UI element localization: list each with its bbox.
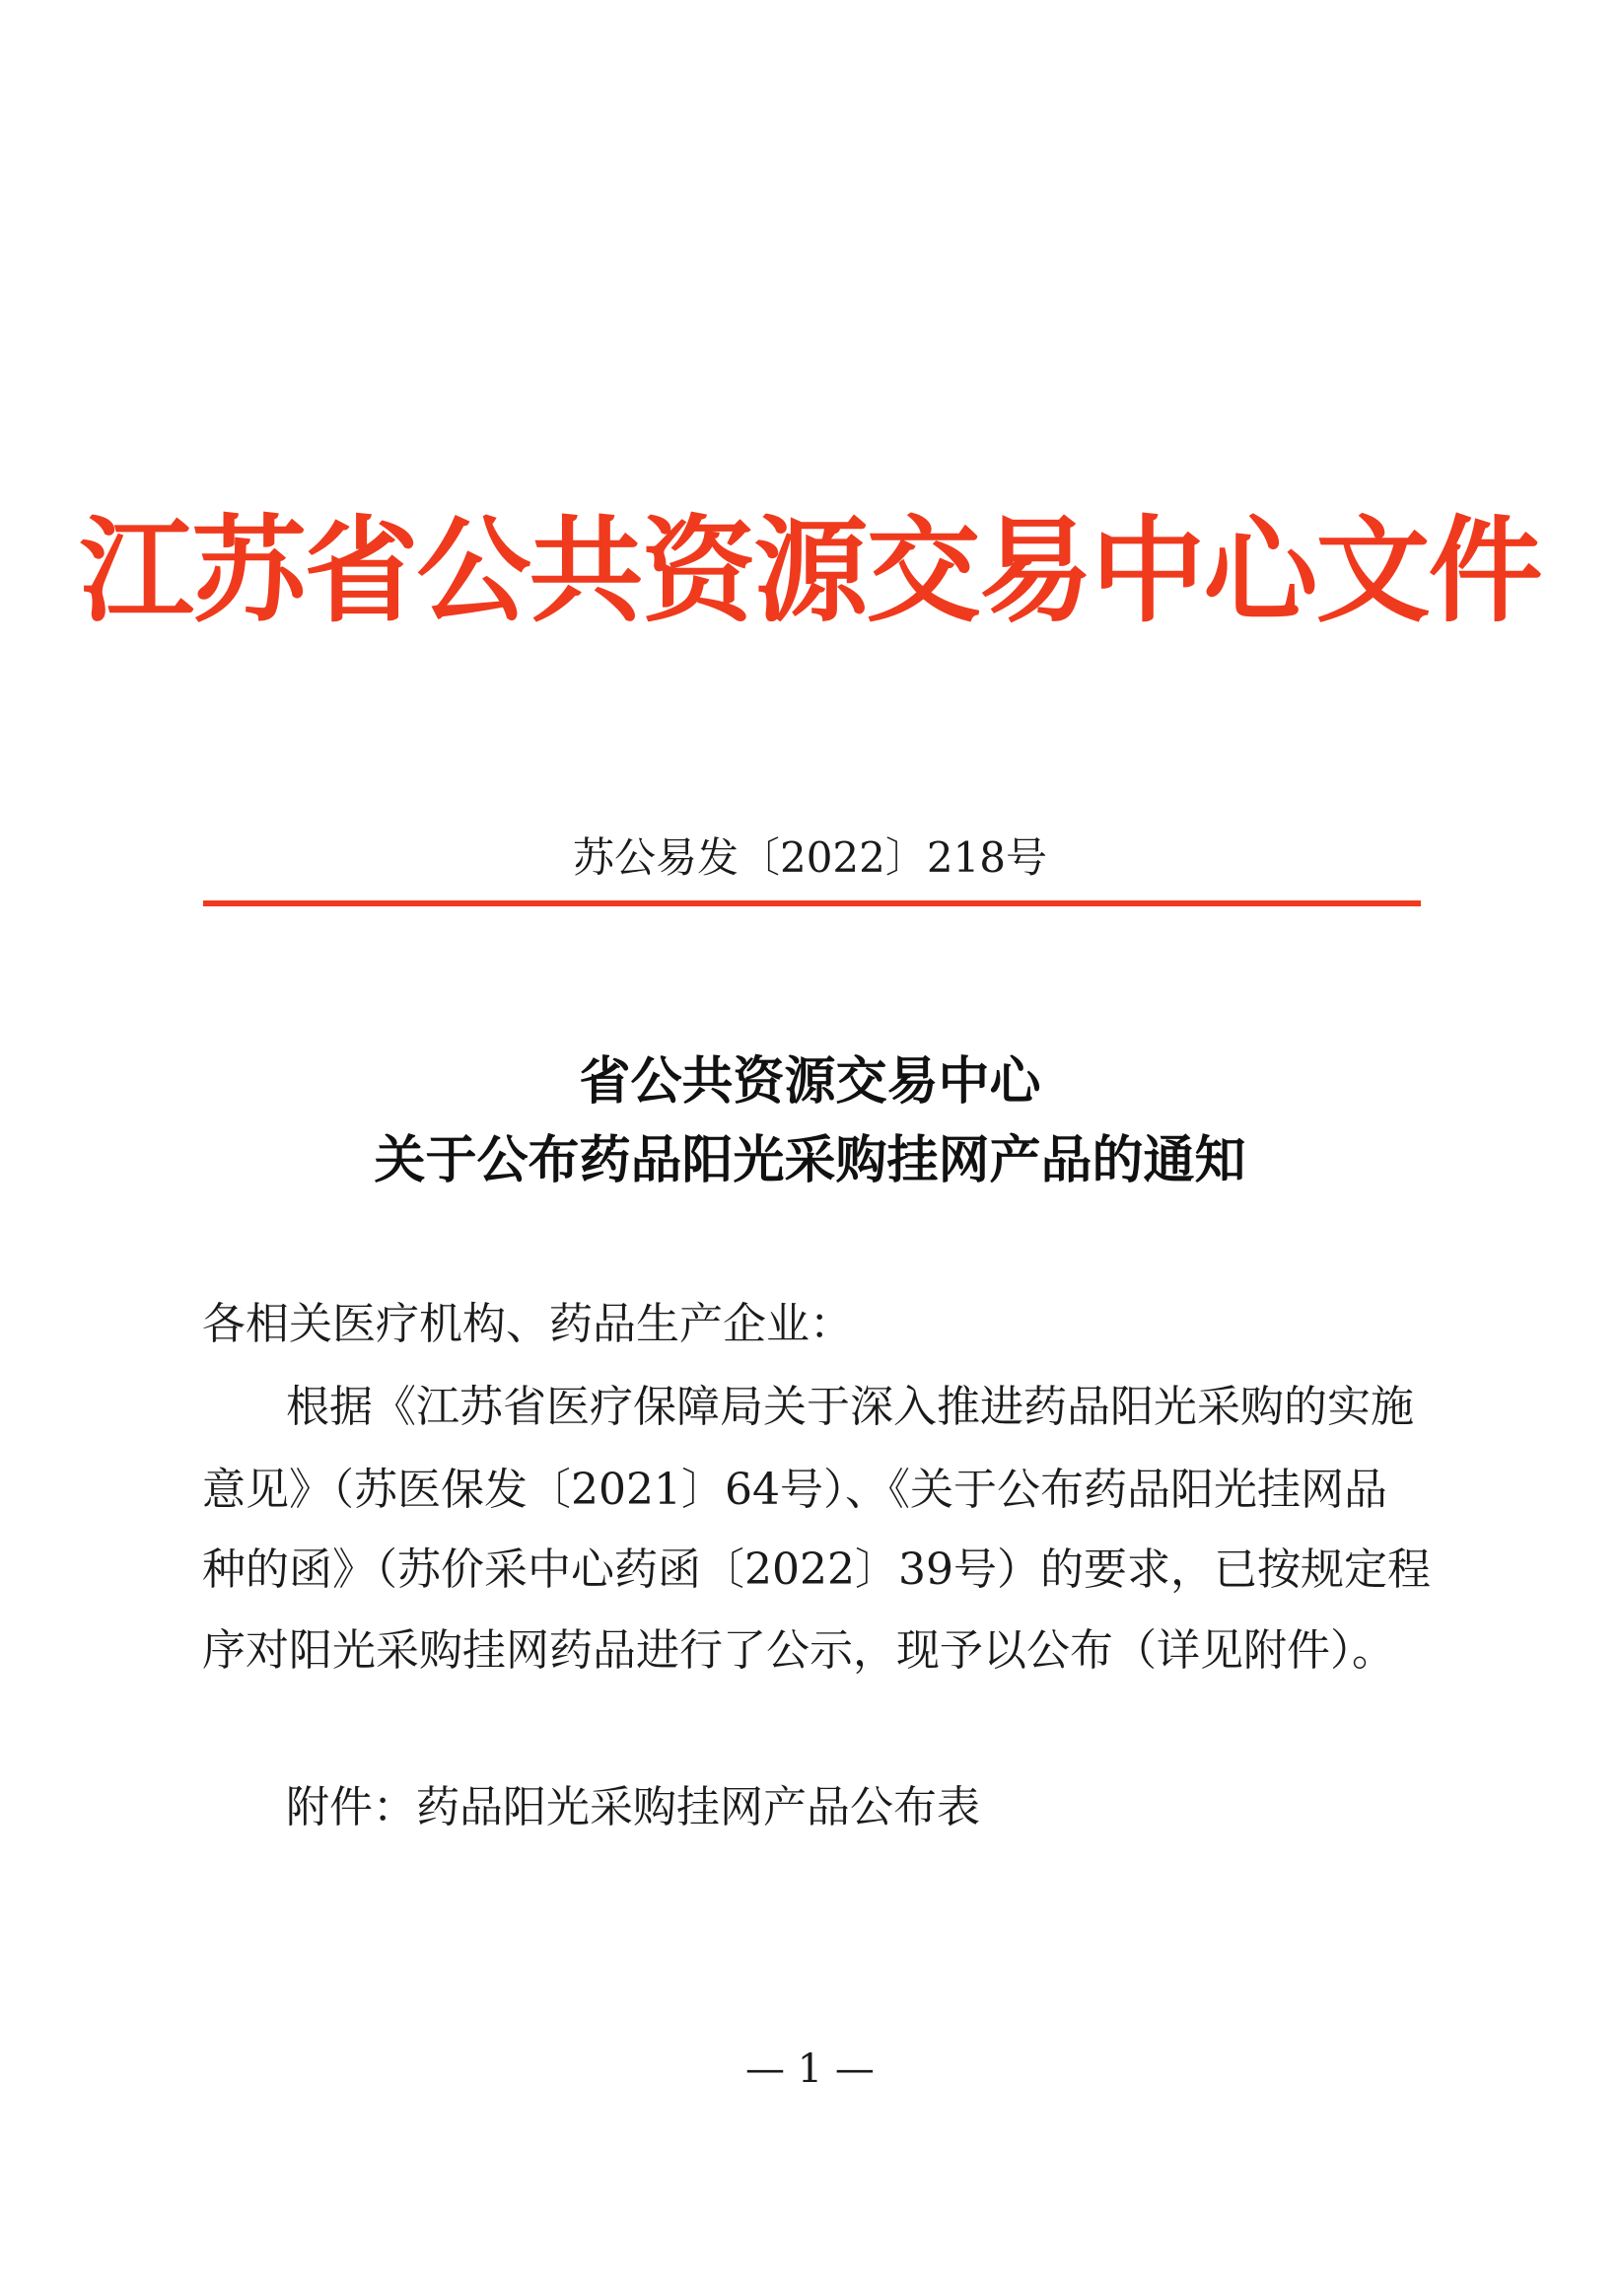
page-number: — 1 — — [745, 2046, 875, 2092]
salutation: 各相关医疗机构、药品生产企业： — [202, 1299, 853, 1349]
body-line-2: 意见》（苏医保发〔2021〕64号）、《关于公布药品阳光挂网品 — [202, 1465, 1387, 1515]
body-line-3: 种的函》（苏价采中心药函〔2022〕39号）的要求，已按规定程 — [202, 1544, 1431, 1595]
body-line-1: 根据《江苏省医疗保障局关于深入推进药品阳光采购的实施 — [286, 1382, 1414, 1432]
red-divider-line — [203, 900, 1421, 906]
masthead-title: 江苏省公共资源交易中心文件 — [79, 505, 1541, 638]
notice-title-line-1: 省公共资源交易中心 — [579, 1051, 1041, 1112]
attachment-note: 附件：药品阳光采购挂网产品公布表 — [286, 1782, 980, 1832]
body-line-4: 序对阳光采购挂网药品进行了公示，现予以公布（详见附件）。 — [202, 1625, 1395, 1676]
document-number: 苏公易发〔2022〕218号 — [572, 833, 1048, 882]
notice-title-line-2: 关于公布药品阳光采购挂网产品的通知 — [374, 1130, 1246, 1190]
